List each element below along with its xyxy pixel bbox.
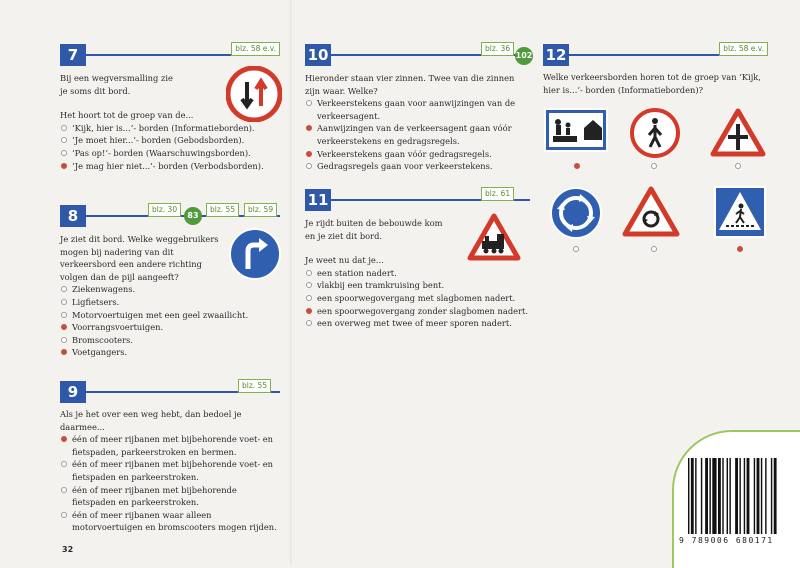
answer-option[interactable] xyxy=(305,279,530,292)
answer-option-label: Verkeerstekens gaan voor aanwijzingen van de verkeersagent. xyxy=(317,98,516,121)
question-number: 10 xyxy=(305,44,331,66)
answer-option-label: één of meer rijbanen met bijbehorende fietspaden en parkeerstroken. xyxy=(72,484,237,508)
question-intro: Als je het over een weg hebt, dan bedoel je daarmee... xyxy=(60,409,242,432)
radio-selected-icon[interactable] xyxy=(306,308,312,314)
barcode-bar xyxy=(747,458,750,534)
barcode-bar xyxy=(722,458,723,534)
answer-option-label: Voetgangers. xyxy=(72,347,128,358)
answer-options xyxy=(305,267,530,330)
radio-empty-icon[interactable] xyxy=(61,299,67,305)
answer-option-label: een station nadert. xyxy=(317,267,397,278)
question-number: 11 xyxy=(305,189,331,211)
answer-option[interactable] xyxy=(60,147,280,160)
radio-empty-icon[interactable] xyxy=(306,270,312,276)
radio-selected-icon[interactable] xyxy=(61,163,67,169)
question-7 xyxy=(60,44,280,172)
answer-option[interactable] xyxy=(60,458,280,483)
answer-option[interactable] xyxy=(305,317,530,330)
radio-empty-icon[interactable] xyxy=(306,100,312,106)
answer-option[interactable] xyxy=(305,292,530,305)
answer-option[interactable] xyxy=(60,122,280,135)
radio-empty-icon[interactable] xyxy=(61,337,67,343)
no-pedestrians-sign-icon xyxy=(630,108,680,158)
question-9 xyxy=(60,381,280,534)
radio-selected-icon[interactable] xyxy=(61,436,67,442)
radio-empty-icon[interactable] xyxy=(61,312,67,318)
page-reference: blz. 55 xyxy=(206,203,239,217)
answer-option-label: een spoorwegovergang zonder slagbomen nadert. xyxy=(317,305,528,316)
answer-option-label: een overweg met twee of meer sporen nadert. xyxy=(317,318,512,329)
barcode-bar xyxy=(688,458,689,534)
sign-answer-marker xyxy=(574,163,580,169)
answer-option[interactable] xyxy=(60,134,280,147)
answer-option[interactable] xyxy=(60,334,280,347)
radio-empty-icon[interactable] xyxy=(61,137,67,143)
answer-option-label: Aanwijzingen van de verkeersagent gaan vóór verkeerstekens en gedragsregels. xyxy=(317,123,512,146)
radio-empty-icon[interactable] xyxy=(306,282,312,288)
barcode-bar xyxy=(771,458,772,534)
answer-options xyxy=(60,433,280,534)
question-12-header xyxy=(543,44,768,66)
question-7-header xyxy=(60,44,280,66)
barcode-bar xyxy=(754,458,755,534)
question-intro: Hieronder staan vier zinnen. Twee van die zinnen zijn waar. Welke? xyxy=(305,73,515,96)
page-reference: blz. 58 e.v. xyxy=(719,42,768,56)
roundabout-warning-sign-icon xyxy=(622,186,680,238)
page-reference: blz. 61 xyxy=(481,187,514,201)
answer-option[interactable] xyxy=(305,160,530,173)
radio-empty-icon[interactable] xyxy=(61,461,67,467)
question-8-header xyxy=(60,205,280,227)
question-intro: Je rijdt buiten de bebouwde kom en je ziet dit bord. xyxy=(305,218,443,241)
answer-option[interactable] xyxy=(305,97,530,122)
sign-answer-marker xyxy=(651,246,657,252)
answer-option-label: Verkeerstekens gaan vóór gedragsregels. xyxy=(317,148,492,159)
radio-selected-icon[interactable] xyxy=(61,349,67,355)
barcode-bar xyxy=(729,458,730,534)
question-10 xyxy=(305,44,533,173)
sign-answer-marker xyxy=(651,163,657,169)
page-reference: blz. 55 xyxy=(238,379,271,393)
radio-empty-icon[interactable] xyxy=(61,487,67,493)
answer-option-label: ‘Pas op!’- borden (Waarschuwingsborden). xyxy=(72,147,251,158)
radio-empty-icon[interactable] xyxy=(61,150,67,156)
barcode-bar xyxy=(712,458,716,534)
question-number: 7 xyxy=(60,44,86,66)
priority-oncoming-sign-icon xyxy=(226,66,282,122)
answer-option[interactable] xyxy=(305,148,530,161)
barcode-bar xyxy=(757,458,760,534)
turn-right-mandatory-sign-icon xyxy=(228,227,282,281)
sign-answer-marker xyxy=(735,163,741,169)
radio-empty-icon[interactable] xyxy=(306,320,312,326)
answer-option[interactable] xyxy=(60,160,280,173)
barcode-bar xyxy=(695,458,696,534)
question-number: 12 xyxy=(543,44,569,66)
answer-option[interactable] xyxy=(60,321,280,334)
answer-option-label: Motorvoertuigen met een geel zwaailicht. xyxy=(72,309,249,320)
page-reference: blz. 36 xyxy=(481,42,514,56)
page-reference: blz. 59 xyxy=(244,203,277,217)
answer-option[interactable] xyxy=(60,484,280,509)
barcode-bar xyxy=(735,458,738,534)
question-text: Je weet nu dat je... xyxy=(305,255,384,266)
barcode-bar xyxy=(727,458,728,534)
barcode-icon xyxy=(688,458,778,534)
question-12 xyxy=(543,44,768,96)
barcode-bar xyxy=(691,458,694,534)
radio-selected-icon[interactable] xyxy=(306,125,312,131)
answer-options xyxy=(60,283,280,359)
answer-option[interactable] xyxy=(305,122,530,147)
sign-answer-marker xyxy=(573,246,579,252)
answer-option-label: ‘Je moet hier...’- borden (Gebodsborden). xyxy=(72,135,245,146)
radio-empty-icon[interactable] xyxy=(306,163,312,169)
question-intro: Bij een wegversmalling zie je soms dit bord. xyxy=(60,73,173,96)
barcode-bar xyxy=(739,458,740,534)
radio-empty-icon[interactable] xyxy=(61,286,67,292)
answer-option[interactable] xyxy=(60,283,280,296)
answer-option-label: één of meer rijbanen waar alleen motorvoertuigen en bromscooters mogen rijden. xyxy=(72,509,277,533)
barcode-bar xyxy=(705,458,708,534)
question-8 xyxy=(60,205,280,359)
question-11 xyxy=(305,189,530,330)
roundabout-mandatory-sign-icon xyxy=(549,186,603,240)
isbn-number: 9 789006 680171 xyxy=(679,536,774,545)
intersection-warning-sign-icon xyxy=(710,108,766,158)
page-spine xyxy=(290,0,293,566)
page-reference: blz. 30 xyxy=(148,203,181,217)
radio-empty-icon[interactable] xyxy=(61,512,67,518)
answer-option[interactable] xyxy=(60,433,280,458)
radio-empty-icon[interactable] xyxy=(61,125,67,131)
answer-options xyxy=(60,122,280,172)
question-text: Het hoort tot de groep van de... xyxy=(60,110,194,121)
page-reference: blz. 58 e.v. xyxy=(231,42,280,56)
answer-option[interactable] xyxy=(305,305,530,318)
answer-option-label: Voorrangsvoertuigen. xyxy=(72,322,164,333)
barcode-bar xyxy=(709,458,710,534)
answer-option-label: ‘Kijk, hier is...’- borden (Informatieborden). xyxy=(72,122,255,133)
pedestrian-crossing-sign-icon xyxy=(714,186,766,238)
radio-empty-icon[interactable] xyxy=(306,295,312,301)
question-intro: Welke verkeersborden horen tot de groep van ‘Kijk, hier is...’- borden (Informatieborden)? xyxy=(543,72,761,95)
answer-option-label: ‘Je mag hier niet...’- borden (Verbodsborden). xyxy=(72,160,264,171)
page-badge: 102 xyxy=(515,47,533,65)
answer-option-label: Ziekenwagens. xyxy=(72,284,136,295)
answer-option-label: een spoorwegovergang met slagbomen nadert. xyxy=(317,292,516,303)
question-number: 9 xyxy=(60,381,86,403)
radio-selected-icon[interactable] xyxy=(61,324,67,330)
barcode-bar xyxy=(774,458,777,534)
sign-answer-marker xyxy=(737,246,743,252)
barcode-bar xyxy=(761,458,762,534)
answer-option[interactable] xyxy=(60,509,280,534)
answer-option[interactable] xyxy=(60,346,280,359)
question-11-header xyxy=(305,189,530,211)
answer-option[interactable] xyxy=(60,309,280,322)
page-badge: 83 xyxy=(184,207,202,225)
barcode-bar xyxy=(744,458,745,534)
answer-option-label: Ligfietsers. xyxy=(72,296,120,307)
barcode-bar xyxy=(701,458,702,534)
answer-option[interactable] xyxy=(60,296,280,309)
question-number: 8 xyxy=(60,205,86,227)
railway-crossing-warning-sign-icon xyxy=(467,213,521,261)
question-10-header xyxy=(305,44,533,66)
radio-selected-icon[interactable] xyxy=(306,151,312,157)
barcode-bar xyxy=(765,458,766,534)
woonerf-sign-icon xyxy=(544,108,608,152)
answer-option-label: Gedragsregels gaan voor verkeerstekens. xyxy=(317,161,493,172)
answer-option-label: vlakbij een tramkruising bent. xyxy=(317,280,445,291)
question-9-header xyxy=(60,381,280,403)
barcode-bar xyxy=(718,458,721,534)
page-number: 32 xyxy=(62,545,74,554)
answer-options xyxy=(305,97,530,173)
answer-option-label: één of meer rijbanen met bijbehorende voet- en fietspaden, parkeerstroken en bermen. xyxy=(72,434,274,457)
answer-option-label: Bromscooters. xyxy=(72,334,133,345)
answer-option[interactable] xyxy=(305,267,530,280)
question-intro: Je ziet dit bord. Welke weggebruikers mogen bij nadering van dit verkeersbord een andere richting volgen dan de pijl aangeeft? xyxy=(60,234,219,282)
answer-option-label: één of meer rijbanen met bijbehorende voet- en fietspaden en parkeerstroken. xyxy=(72,459,274,482)
